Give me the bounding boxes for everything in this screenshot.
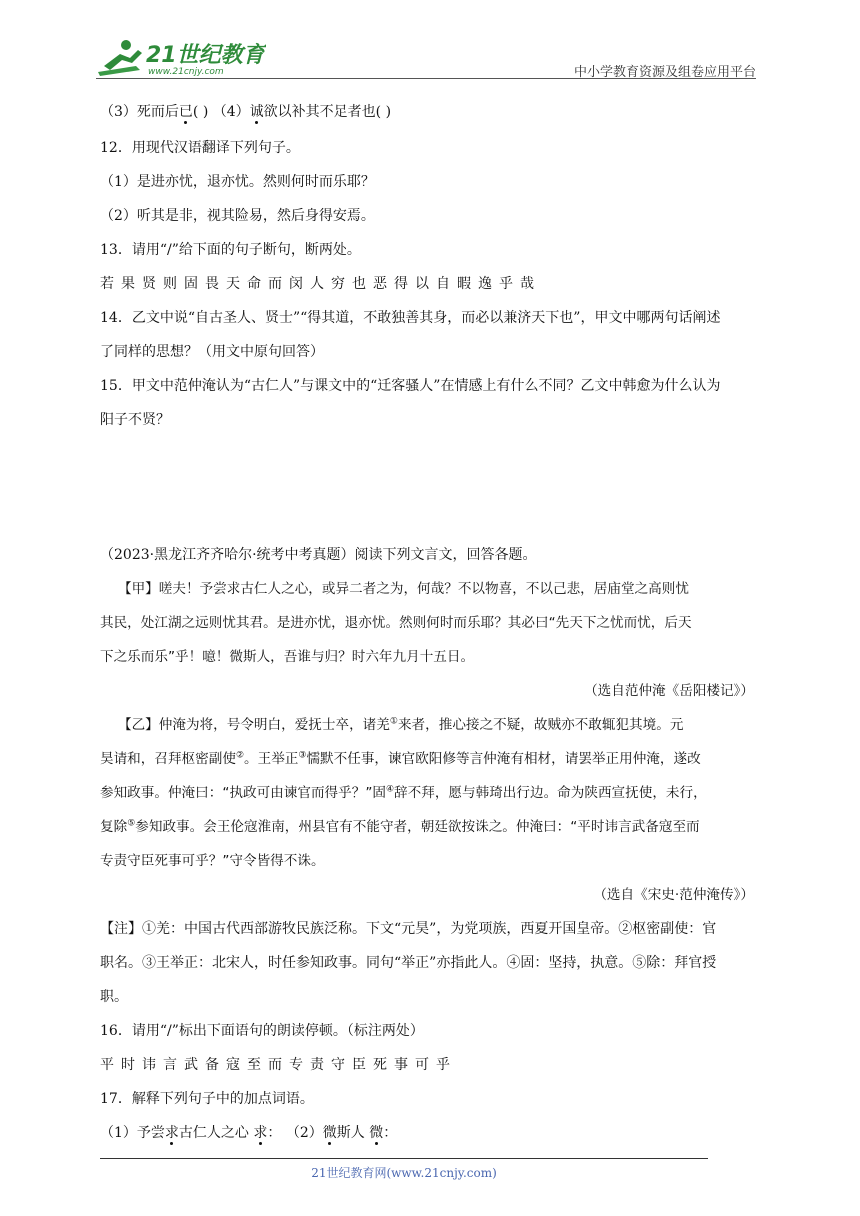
question-17: 17．解释下列句子中的加点词语。 <box>100 1091 314 1107</box>
question-16-sentence: 平时讳言武备寇至而专责守臣死事可乎 <box>100 1057 457 1073</box>
dotted-char: 求 <box>253 1125 268 1141</box>
footnote-marker: ② <box>235 750 245 761</box>
passage-jia-line-2: 其民，处江湖之远则忧其君。是进亦忧，退亦忧。然则何时而乐耶？其必曰“先天下之忧而忧，后天 <box>100 615 692 631</box>
text-run: 辞不拜，愿与韩琦出行边。命为陕西宣抚使，未行， <box>394 785 707 801</box>
passage-yi-line-3 <box>100 783 707 803</box>
runner-icon <box>98 40 142 76</box>
passage-yi-source: （选自《宋史·范仲淹传》） <box>593 887 754 903</box>
passage-yi-line-2 <box>100 749 701 769</box>
text-run: （1）予尝 <box>100 1125 165 1141</box>
passage-yi-line-1 <box>118 715 683 735</box>
text-run: ： <box>383 1125 398 1141</box>
text-run: 斯人 <box>336 1125 370 1141</box>
passage-jia-source: （选自范仲淹《岳阳楼记》） <box>584 683 754 699</box>
q11-item-4-rest: 欲以补其不足者也( ) <box>263 104 392 120</box>
question-12-2: （2）听其是非，视其险易，然后身得安焉。 <box>100 208 375 224</box>
question-13: 13．请用“/”给下面的句子断句，断两处。 <box>100 242 361 258</box>
question-12: 12．用现代汉语翻译下列句子。 <box>100 140 300 156</box>
footnote-marker: ① <box>389 716 398 727</box>
q11-item-4-text: ( ) （4） <box>192 104 250 120</box>
notes-line-1: 【注】①羌：中国古代西部游牧民族泛称。下文“元昊”，为党项族，西夏开国皇帝。②枢密副使：官 <box>100 921 717 937</box>
header-divider <box>96 78 756 79</box>
dotted-char: 诚 <box>249 104 264 120</box>
question-16: 16．请用“/”标出下面语句的朗读停顿。（标注两处） <box>100 1023 424 1039</box>
dotted-char: 微 <box>369 1125 384 1141</box>
passage-jia-line-1: 【甲】嗟夫！予尝求古仁人之心，或异二者之为，何哉？不以物喜，不以己悲，居庙堂之高则忧 <box>118 581 689 597</box>
footer-divider <box>100 1158 708 1159</box>
question-14-line-1: 14．乙文中说“自古圣人、贤士”“得其道，不敢独善其身，而必以兼济天下也”，甲文中哪两句话阐述 <box>100 310 721 326</box>
footer-link[interactable]: 21世纪教育网(www.21cnjy.com) <box>311 1166 497 1180</box>
passage-yi-line-5: 专责守臣死事可乎？”守令皆得不诛。 <box>100 853 325 869</box>
q11-items-3-4 <box>100 102 391 122</box>
text-run: 懦默不任事，谏官欧阳修等言仲淹有相材，请罢举正用仲淹，遂改 <box>306 751 701 767</box>
footnote-marker: ④ <box>385 784 395 795</box>
text-run: 。王举正 <box>244 751 299 767</box>
footnote-marker: ③ <box>298 750 307 761</box>
q11-item-3-text: （3）死而后 <box>100 104 179 120</box>
text-run: 复除 <box>100 819 128 835</box>
notes-line-3: 职。 <box>100 989 128 1005</box>
passage-intro: （2023·黑龙江齐齐哈尔·统考中考真题）阅读下列文言文，回答各题。 <box>100 547 537 563</box>
text-run: 参知政事。会王伦寇淮南，州县官有不能守者，朝廷欲按诛之。仲淹曰：“平时讳言武备寇至而 <box>135 819 700 835</box>
question-15-line-2: 阳子不贤？ <box>100 412 170 428</box>
text-run: 参知政事。仲淹曰：“执政可由谏官而得乎？”固 <box>100 785 386 801</box>
question-12-1: （1）是进亦忧，退亦忧。然则何时而乐耶？ <box>100 174 375 190</box>
logo-url: www.21cnjy.com <box>148 67 224 77</box>
text-run: 来者，推心接之不疑，故贼亦不敢辄犯其境。元 <box>397 717 684 733</box>
site-logo <box>96 36 266 78</box>
text-run: 昊请和，召拜枢密副使 <box>100 751 236 767</box>
logo-title: 21世纪教育 <box>146 43 265 68</box>
dotted-char: 求 <box>164 1125 179 1141</box>
text-run: ： （2） <box>267 1125 323 1141</box>
passage-yi-line-4 <box>100 817 700 837</box>
footnote-marker: ⑤ <box>127 818 136 829</box>
platform-name: 中小学教育资源及组卷应用平台 <box>573 65 756 80</box>
dotted-char: 微 <box>322 1125 337 1141</box>
question-17-items <box>100 1123 397 1143</box>
text-run: 古仁人之心 <box>178 1125 254 1141</box>
text-run: 【乙】仲淹为将，号令明白，爱抚士卒，诸羌 <box>118 717 390 733</box>
notes-line-2: 职名。③王举正：北宋人，时任参知政事。同句“举正”亦指此人。④固：坚持，执意。⑤除：拜官授 <box>100 955 717 971</box>
dotted-char: 已 <box>178 104 193 120</box>
question-15-line-1: 15．甲文中范仲淹认为“古仁人”与课文中的“迁客骚人”在情感上有什么不同？乙文中韩愈为什么认为 <box>100 378 721 394</box>
question-14-line-2: 了同样的思想？（用文中原句回答） <box>100 344 324 360</box>
passage-jia-line-3: 下之乐而乐”乎！噫！微斯人，吾谁与归？时六年九月十五日。 <box>100 649 475 665</box>
question-13-sentence: 若果贤则固畏天命而闵人穷也恶得以自暇逸乎哉 <box>100 276 541 292</box>
